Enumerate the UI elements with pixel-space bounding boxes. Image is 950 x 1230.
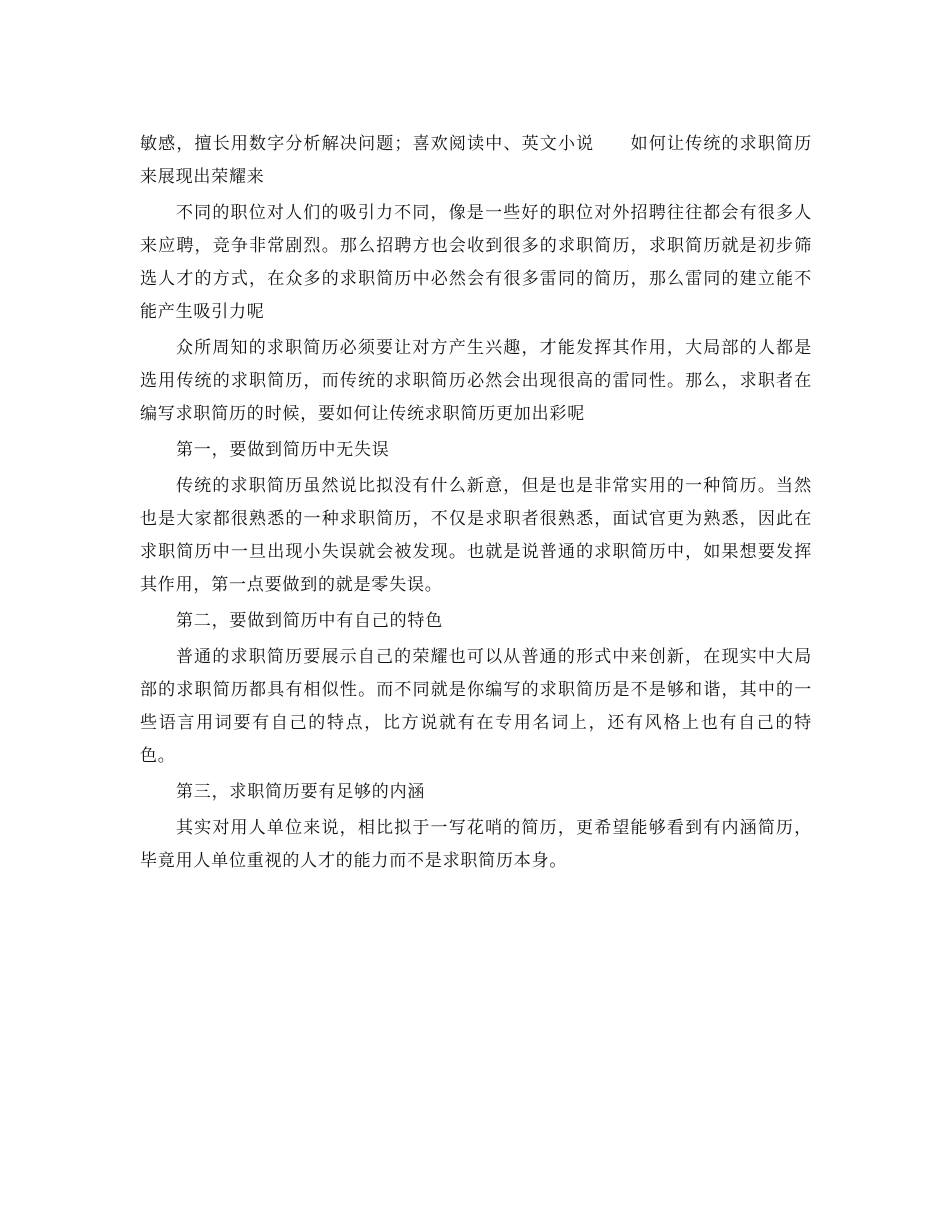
heading-point-two: 第二，要做到简历中有自己的特色	[176, 611, 443, 631]
paragraph-point-one: 传统的求职简历虽然说比拟没有什么新意，但是也是非常实用的一种简历。当然也是大家都很熟悉的一种求职简历，不仅是求职者很熟悉，面试官更为熟悉，因此在求职简历中一旦出现小失误就会被发现。也就是说普通的求职简历中，如果想要发挥其作用，第一点要做到的就是零失误。	[140, 476, 812, 595]
paragraph-traditional-resume: 众所周知的求职简历必须要让对方产生兴趣，才能发挥其作用，大局部的人都是选用传统的求职简历，而传统的求职简历必然会出现很高的雷同性。那么，求职者在编写求职简历的时候，要如何让传统求职简历更加出彩呢	[140, 338, 812, 424]
paragraph-intro: 敏感，擅长用数字分析解决问题；喜欢阅读中、英文小说 如何让传统的求职简历来展现出荣耀来	[140, 134, 812, 187]
heading-point-one: 第一，要做到简历中无失误	[176, 440, 390, 460]
paragraph-point-two: 普通的求职简历要展示自己的荣耀也可以从普通的形式中来创新，在现实中大局部的求职简历都具有相似性。而不同就是你编写的求职简历是不是够和谐，其中的一些语言用词要有自己的特点，比方说就有在专用名词上，还有风格上也有自己的特色。	[140, 647, 812, 766]
paragraph-point-three: 其实对用人单位来说，相比拟于一写花哨的简历，更希望能够看到有内涵简历，毕竟用人单位重视的人才的能力而不是求职简历本身。	[140, 818, 812, 871]
document-body	[140, 128, 812, 881]
heading-point-three: 第三，求职简历要有足够的内涵	[176, 782, 426, 802]
paragraph-competition: 不同的职位对人们的吸引力不同，像是一些好的职位对外招聘往往都会有很多人来应聘，竞争非常剧烈。那么招聘方也会收到很多的求职简历，求职简历就是初步筛选人才的方式，在众多的求职简历中必然会有很多雷同的简历，那么雷同的建立能不能产生吸引力呢	[140, 203, 812, 322]
